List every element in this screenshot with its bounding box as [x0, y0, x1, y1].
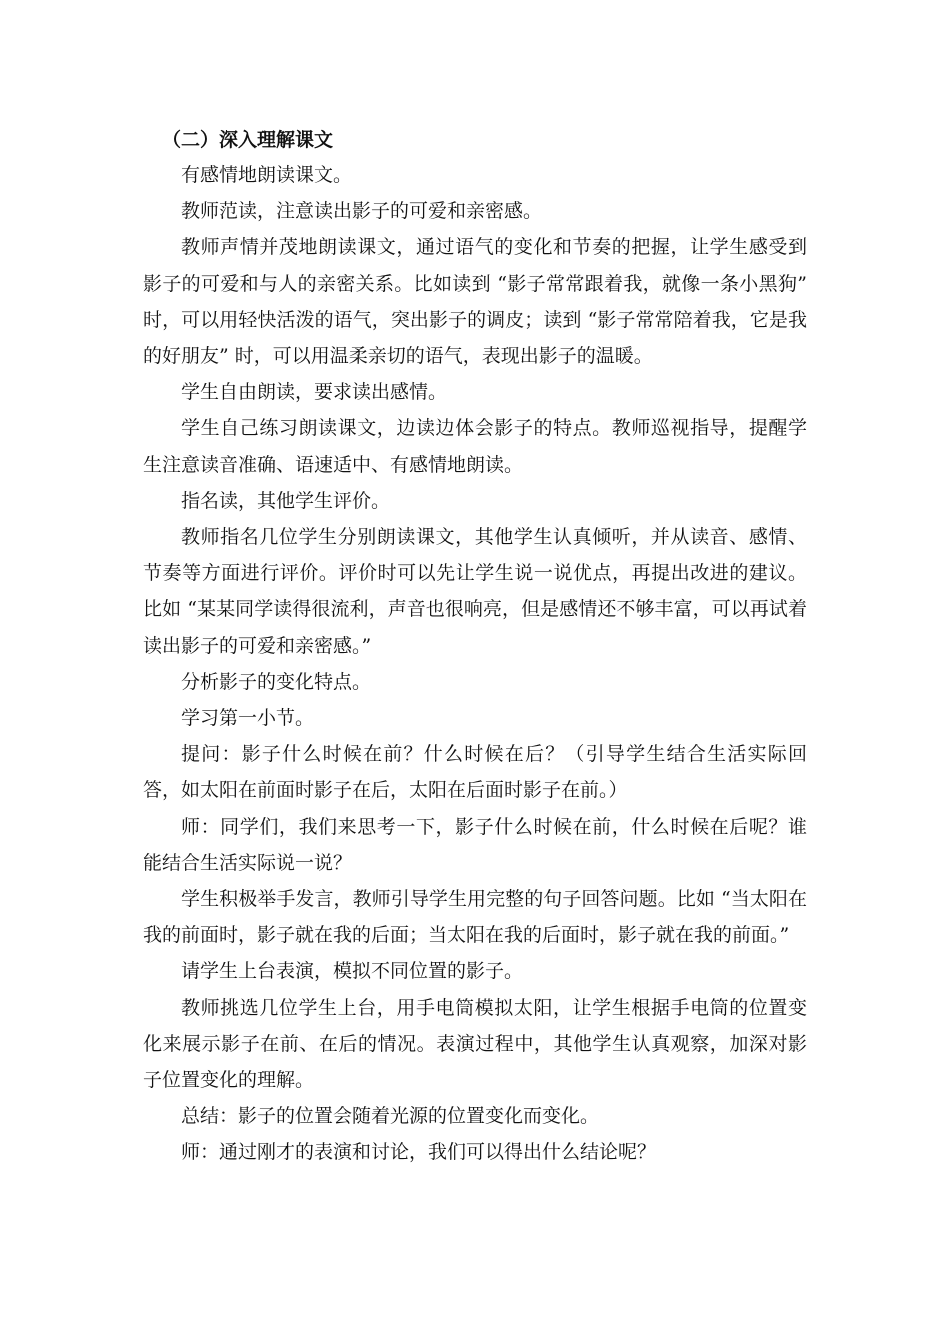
paragraph: 师：同学们，我们来思考一下，影子什么时候在前，什么时候在后呢？谁能结合生活实际说一说？ [143, 815, 807, 874]
paragraph: 学生自己练习朗读课文，边读边体会影子的特点。教师巡视指导，提醒学生注意读音准确、语速适中、有感情地朗读。 [143, 417, 807, 476]
paragraph: 师：通过刚才的表演和讨论，我们可以得出什么结论呢？ [181, 1141, 657, 1164]
paragraph: 总结：影子的位置会随着光源的位置变化而变化。 [181, 1105, 600, 1128]
paragraph: 学生自由朗读，要求读出感情。 [181, 381, 448, 404]
paragraph: 有感情地朗读课文。 [181, 164, 353, 186]
section-heading: （二）深入理解课文 [162, 129, 334, 151]
paragraph: 教师声情并茂地朗读课文，通过语气的变化和节奏的把握，让学生感受到影子的可爱和与人的亲密关系。比如读到 “影子常常跟着我，就像一条小黑狗” 时，可以用轻快活泼的语气，突出影子的调皮；读到 “影子常常陪着我，它是我的好朋友” 时，可以用温柔亲切的语气，表现出影子的温暖。 [143, 236, 807, 368]
paragraph: 分析影子的变化特点。 [181, 670, 372, 693]
paragraph: 学生积极举手发言，教师引导学生用完整的句子回答问题。比如 “当太阳在我的前面时，影子就在我的后面；当太阳在我的后面时，影子就在我的前面。” [143, 888, 807, 947]
paragraph: 教师范读，注意读出影子的可爱和亲密感。 [181, 200, 543, 223]
paragraph: 提问：影子什么时候在前？什么时候在后？（引导学生结合生活实际回答，如太阳在前面时影子在后，太阳在后面时影子在前。） [143, 743, 807, 802]
paragraph: 教师指名几位学生分别朗读课文，其他学生认真倾听，并从读音、感情、节奏等方面进行评价。评价时可以先让学生说一说优点，再提出改进的建议。比如 “某某同学读得很流利，声音也很响亮，但是感情还不够丰富，可以再试着读出影子的可爱和亲密感。” [143, 526, 807, 657]
paragraph: 请学生上台表演，模拟不同位置的影子。 [181, 960, 524, 983]
paragraph: 指名读，其他学生评价。 [181, 489, 391, 512]
paragraph: 教师挑选几位学生上台，用手电筒模拟太阳，让学生根据手电筒的位置变化来展示影子在前、在后的情况。表演过程中，其他学生认真观察，加深对影子位置变化的理解。 [143, 996, 807, 1092]
paragraph: 学习第一小节。 [181, 707, 315, 730]
document-body [143, 123, 807, 1171]
